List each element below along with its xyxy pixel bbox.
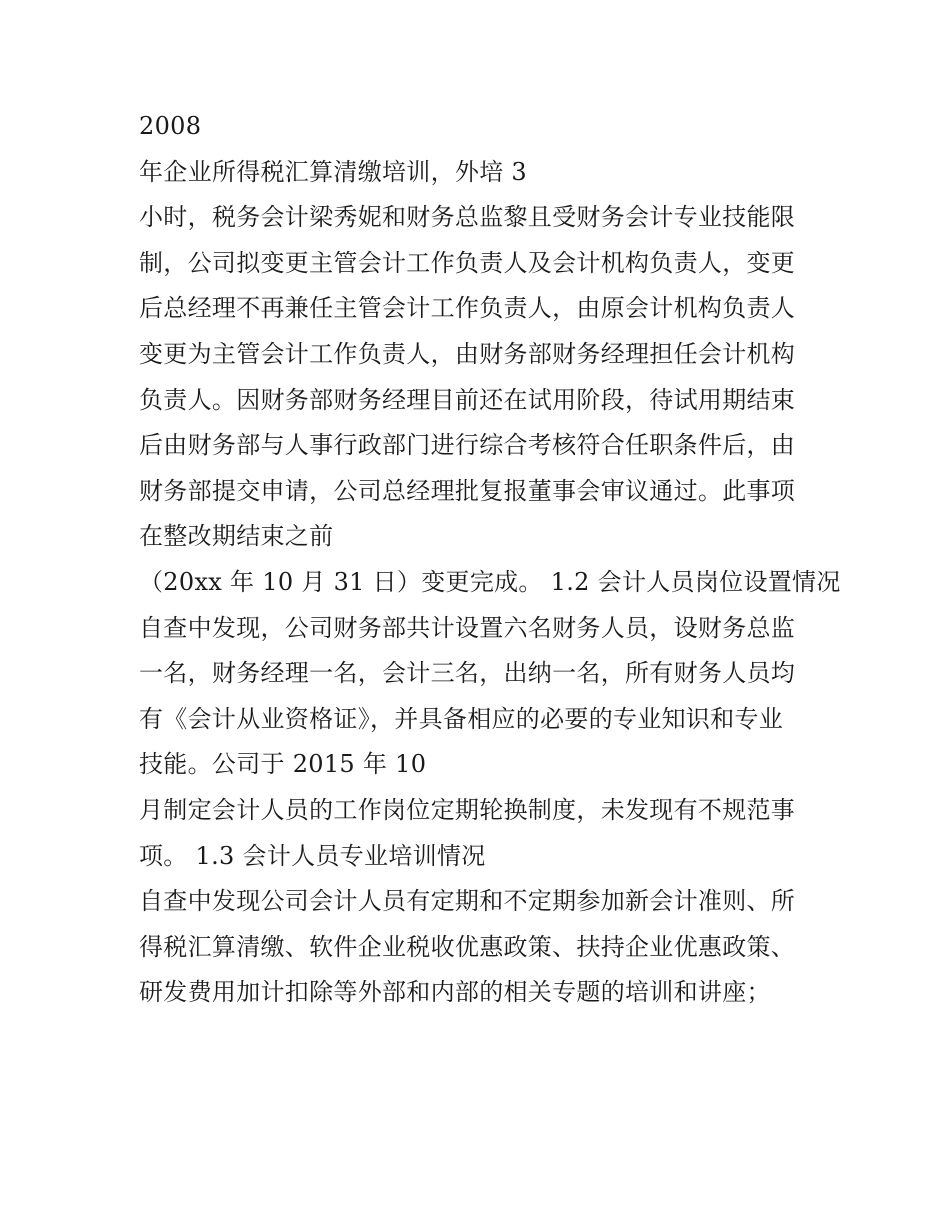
- text-line: 有《会计从业资格证》，并具备相应的必要的专业知识和专业: [139, 704, 784, 733]
- text-line: 技能。公司于 2015 年 10: [139, 750, 427, 779]
- text-line: 2008: [139, 112, 202, 140]
- text-line: 月制定会计人员的工作岗位定期轮换制度，未发现有不规范事: [139, 795, 796, 824]
- text-line: 自查中发现公司会计人员有定期和不定期参加新会计准则、所: [139, 887, 796, 916]
- text-line: 负责人。因财务部财务经理目前还在试用阶段，待试用期结束: [139, 385, 796, 414]
- text-line: 研发费用加计扣除等外部和内部的相关专题的培训和讲座；: [139, 978, 771, 1007]
- text-line: 一名，财务经理一名，会计三名，出纳一名，所有财务人员均: [139, 659, 796, 688]
- text-line: 年企业所得税汇算清缴培训，外培 3: [139, 157, 527, 186]
- text-line: 在整改期结束之前: [139, 522, 334, 551]
- document-body: [139, 108, 841, 1020]
- text-line: 后由财务部与人事行政部门进行综合考核符合任职条件后，由: [139, 431, 796, 460]
- text-line: 后总经理不再兼任主管会计工作负责人，由原会计机构负责人: [139, 294, 796, 323]
- text-line: 小时，税务会计梁秀妮和财务总监黎且受财务会计专业技能限: [139, 203, 796, 232]
- text-line: 项。 1.3 会计人员专业培训情况: [139, 841, 486, 870]
- text-line: 制，公司拟变更主管会计工作负责人及会计机构负责人，变更: [139, 248, 796, 277]
- text-line: 财务部提交申请，公司总经理批复报董事会审议通过。此事项: [139, 476, 796, 505]
- text-line: （20xx 年 10 月 31 日）变更完成。 1.2 会计人员岗位设置情况: [139, 567, 841, 596]
- text-line: 自查中发现，公司财务部共计设置六名财务人员，设财务总监: [139, 613, 796, 642]
- text-line: 得税汇算清缴、软件企业税收优惠政策、扶持企业优惠政策、: [139, 932, 796, 961]
- text-line: 变更为主管会计工作负责人，由财务部财务经理担任会计机构: [139, 339, 796, 368]
